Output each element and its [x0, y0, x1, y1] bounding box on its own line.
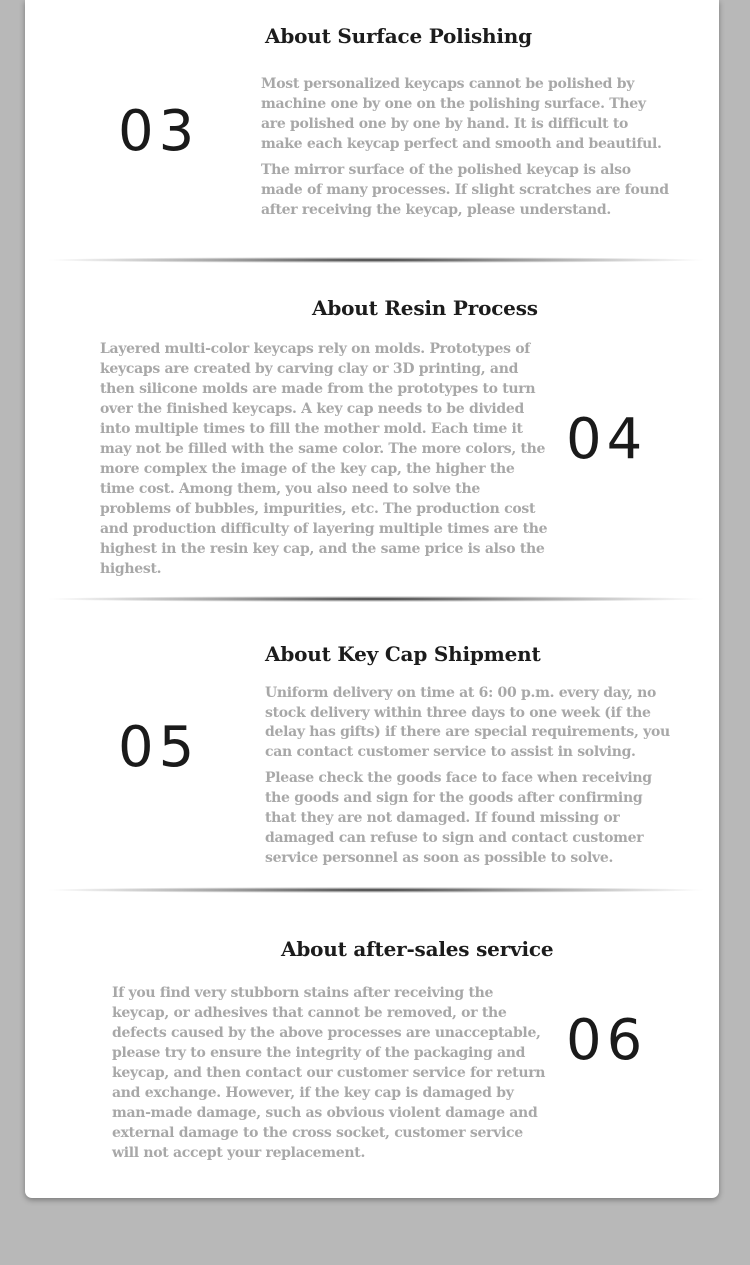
- section-paragraph: The mirror surface of the polished keycap is also made of many processes. If slight scratches are found after receiving the keycap, please understand.: [261, 162, 669, 218]
- section-key-cap-shipment: [25, 602, 719, 888]
- section-resin-process: [25, 262, 719, 598]
- section-after-sales-service: [25, 893, 719, 1193]
- section-number: 06: [566, 1008, 648, 1073]
- section-title: About Resin Process: [312, 296, 538, 320]
- section-paragraph: Layered multi-color keycaps rely on molds. Prototypes of keycaps are created by carving clay or 3D printing, and then silicone molds are made from the prototypes to turn over the finished keycaps. A key cap needs to be divided into multiple times to fill the mother mold. Each time it may not be filled with the same color. The more colors, the more complex the image of the key cap, the higher the time cost. Among them, you also need to solve the problems of bubbles, impurities, etc. The production cost and production difficulty of layering multiple times are the highest in the resin key cap, and the same price is also the highest.: [100, 341, 548, 577]
- section-surface-polishing: [25, 0, 719, 258]
- section-number: 05: [118, 715, 200, 780]
- section-number: 04: [566, 407, 648, 472]
- section-title: About after-sales service: [281, 937, 554, 961]
- section-paragraph: Most personalized keycaps cannot be polished by machine one by one on the polishing surface. They are polished one by one by hand. It is difficult to make each keycap perfect and smooth and beautiful.: [261, 76, 662, 152]
- section-paragraph: Please check the goods face to face when receiving the goods and sign for the goods after confirming that they are not damaged. If found missing or damaged can refuse to sign and contact customer service personnel as soon as possible to solve.: [265, 770, 652, 866]
- section-title: About Key Cap Shipment: [265, 642, 541, 666]
- section-paragraph: If you find very stubborn stains after receiving the keycap, or adhesives that cannot be removed, or the defects caused by the above processes are unacceptable, please try to ensure the integrity of the packaging and keycap, and then contact our customer service for return and exchange. However, if the key cap is damaged by man-made damage, such as obvious violent damage and external damage to the cross socket, customer service will not accept your replacement.: [112, 985, 546, 1161]
- section-number: 03: [118, 99, 200, 164]
- section-title: About Surface Polishing: [265, 24, 532, 48]
- info-card: [25, 0, 719, 1198]
- section-paragraph: Uniform delivery on time at 6: 00 p.m. every day, no stock delivery within three days to one week (if the delay has gifts) if there are special requirements, you can contact customer service to assist in solving.: [265, 685, 670, 760]
